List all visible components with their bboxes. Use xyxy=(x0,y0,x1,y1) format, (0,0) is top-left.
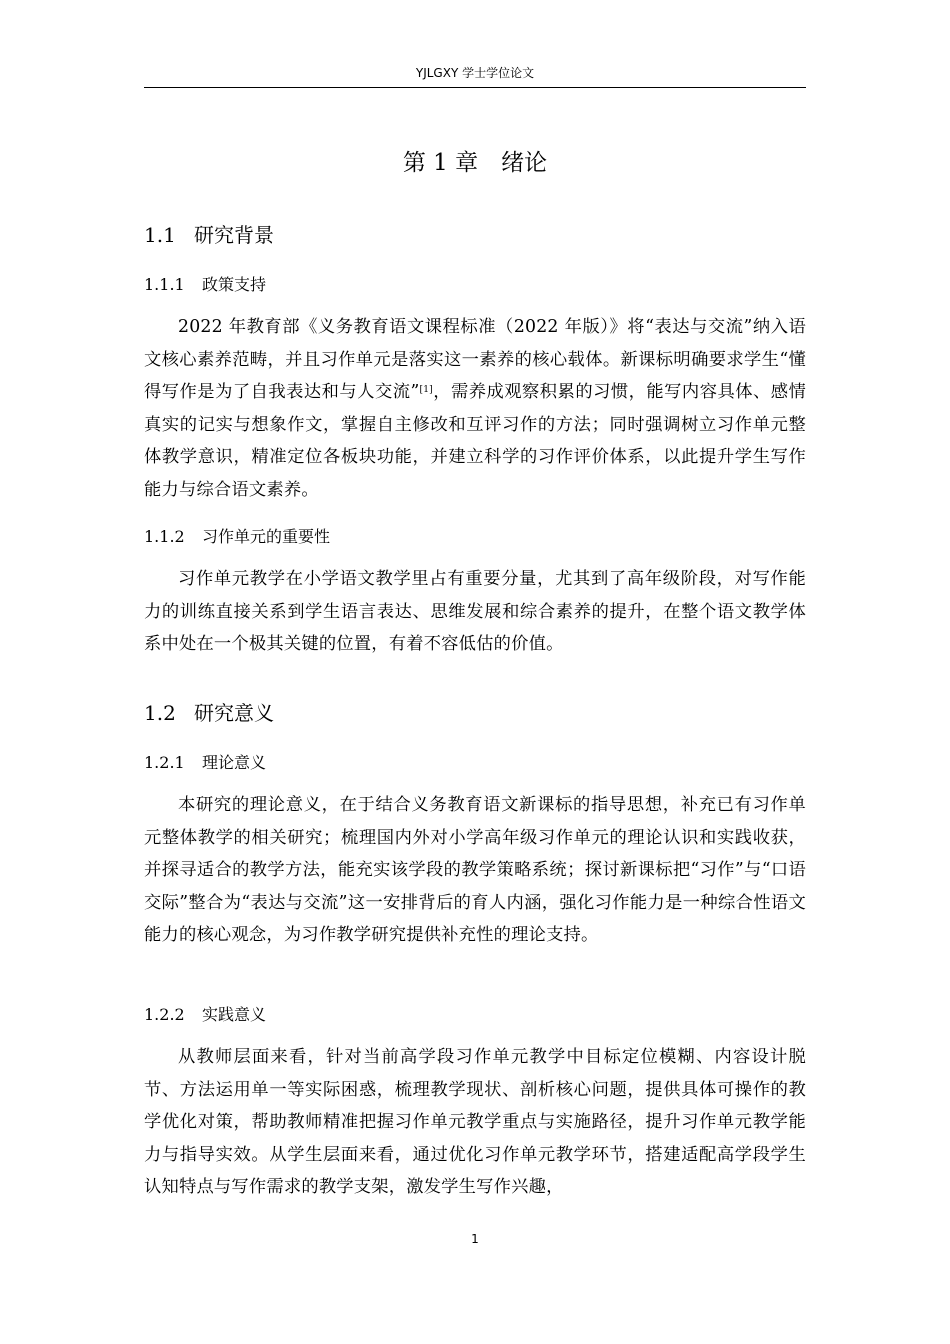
section-title: 研究背景 xyxy=(194,223,274,247)
paragraph-importance: 习作单元教学在小学语文教学里占有重要分量，尤其到了高年级阶段，对写作能力的训练直接关系到学生语言表达、思维发展和综合素养的提升，在整个语文教学体系中处在一个极其关键的位置，有着不容低估的价值。 xyxy=(144,569,806,654)
subsection-heading-1-2-1 xyxy=(144,751,266,775)
subsection-title: 习作单元的重要性 xyxy=(202,527,331,546)
section-title: 研究意义 xyxy=(194,701,274,725)
subsection-number: 1.1.2 xyxy=(144,527,185,546)
chapter-title: 第 1 章 绪论 xyxy=(402,150,548,176)
paragraph-policy-support xyxy=(144,311,806,506)
subsection-title: 实践意义 xyxy=(202,1005,267,1024)
section-number: 1.1 xyxy=(144,223,176,247)
subsection-number: 1.2.1 xyxy=(144,753,185,772)
subsection-heading-1-1-1 xyxy=(144,273,266,297)
paragraph-theoretical-significance: 本研究的理论意义，在于结合义务教育语文新课标的指导思想，补充已有习作单元整体教学的相关研究；梳理国内外对小学高年级习作单元的理论认识和实践收获，并探寻适合的教学方法，能充实该学段的教学策略系统；探讨新课标把“习作”与“口语交际”整合为“表达与交流”这一安排背后的育人内涵，强化习作能力是一种综合性语文能力的核心观念，为习作教学研究提供补充性的理论支持。 xyxy=(144,795,806,945)
subsection-title: 政策支持 xyxy=(202,275,267,294)
paragraph-practical-significance: 从教师层面来看，针对当前高学段习作单元教学中目标定位模糊、内容设计脱节、方法运用单一等实际困惑，梳理教学现状、剖析核心问题，提供具体可操作的教学优化对策，帮助教师精准把握习作单元教学重点与实施路径，提升习作单元教学能力与指导实效。从学生层面来看，通过优化习作单元教学环节，搭建适配高学段学生认知特点与写作需求的教学支架，激发学生写作兴趣， xyxy=(144,1047,806,1197)
section-heading-1-1 xyxy=(144,220,274,250)
section-number: 1.2 xyxy=(144,701,176,725)
header-divider xyxy=(144,87,806,88)
page-number: 1 xyxy=(471,1232,479,1246)
citation-reference: [1] xyxy=(419,385,433,395)
section-heading-1-2 xyxy=(144,698,274,728)
running-header: YJLGXY 学士学位论文 xyxy=(415,66,535,80)
subsection-number: 1.1.1 xyxy=(144,275,185,294)
paragraph-text: 2022 年教育部《义务教育语文课程标准（2022 年版）》将“表达与交流”纳入语文核心素养范畴，并且习作单元是落实这一素养的核心载体。新课标明确要求学生“懂得写作是为了自我表达和与人交流” xyxy=(144,317,806,402)
subsection-heading-1-1-2 xyxy=(144,525,330,549)
paragraph-text-continued: ，需养成观察积累的习惯，能写内容具体、感情真实的记实与想象作文，掌握自主修改和互评习作的方法；同时强调树立习作单元整体教学意识，精准定位各板块功能，并建立科学的习作评价体系，以此提升学生写作能力与综合语文素养。 xyxy=(144,382,807,500)
subsection-heading-1-2-2 xyxy=(144,1003,266,1027)
subsection-title: 理论意义 xyxy=(202,753,267,772)
subsection-number: 1.2.2 xyxy=(144,1005,185,1024)
